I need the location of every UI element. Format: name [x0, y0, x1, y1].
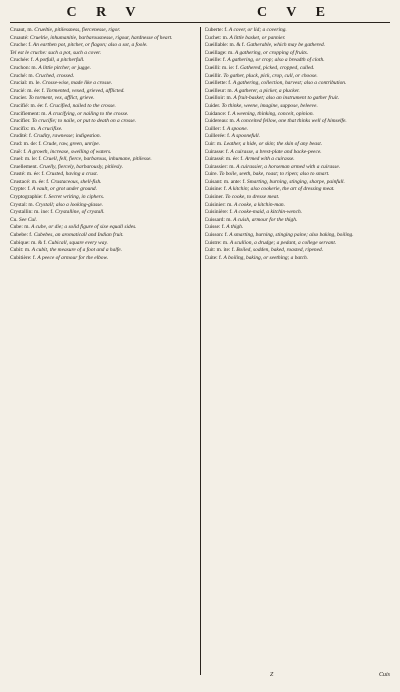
- dictionary-entry: [10, 42, 196, 49]
- entry-headword: Cuit: m. ite: f.: [204, 247, 235, 254]
- entry-headword: Cruchon: m.: [10, 64, 37, 71]
- entry-definition: Crustaceous, shell-fish.: [50, 178, 102, 185]
- entry-headword: Cueillir.: [204, 72, 223, 79]
- entry-definition: A fruit-basket; also an instrument to gather fruit.: [233, 95, 340, 102]
- dictionary-entry: [10, 73, 196, 80]
- entry-headword: Crucifier.: [10, 118, 31, 125]
- dictionary-entry: [205, 133, 391, 140]
- entry-headword: Cruaut, m.: [10, 27, 33, 33]
- entry-definition: A little basket, or pannier.: [229, 34, 286, 41]
- entry-definition: Crosse-wise, made like a crosse.: [42, 80, 113, 87]
- entry-headword: Cueilloir: m.: [204, 95, 233, 102]
- entry-definition: Cruched, crossed.: [35, 72, 75, 79]
- entry-headword: Cruché: m.: [10, 72, 34, 79]
- entry-headword: Cubit: m.: [10, 247, 31, 254]
- entry-definition: A cubit, the measure of a foot and a halfe.: [31, 247, 123, 254]
- dictionary-entry: [205, 255, 391, 262]
- entry-definition: A crucifying, or nailing to the crosse.: [48, 110, 129, 117]
- entry-definition: A conceited fellow, one that thinks well of himselfe.: [236, 118, 347, 125]
- entry-definition: See Cul.: [19, 216, 37, 223]
- entry-definition: Crudity, rawnesse; indigestion.: [33, 133, 101, 140]
- columns: [10, 27, 390, 675]
- entry-definition: A thigh.: [226, 224, 244, 231]
- entry-headword: Cuillerée: f.: [204, 133, 231, 140]
- dictionary-entry: [205, 126, 391, 133]
- entry-headword: Cubique: m. & f.: [10, 239, 47, 246]
- dictionary-entry: [10, 156, 196, 163]
- dictionary-entry: [205, 240, 391, 247]
- dictionary-entry: [205, 202, 391, 209]
- entry-definition: Crueltie, inhumanitie, barbarousnesse, rigour, hardnesse of heart.: [29, 34, 173, 41]
- entry-definition: To cooke, to dresse meat.: [225, 194, 280, 201]
- dictionary-entry: [205, 80, 391, 87]
- entry-definition: Crucified, nailed to the crosse.: [49, 102, 116, 109]
- entry-headword: Cuisinière: f.: [204, 209, 233, 216]
- entry-headword: Crypte: f.: [10, 186, 31, 193]
- dictionary-entry: [10, 126, 196, 133]
- dictionary-entry: [10, 35, 196, 42]
- entry-headword: Crucial: m. le.: [10, 80, 41, 87]
- entry-headword: Cuisiner.: [204, 194, 224, 201]
- dictionary-entry: [205, 164, 391, 171]
- entry-definition: Crude, raw, green, unripe.: [42, 140, 100, 147]
- entry-headword: Cuisant: m. ante: f.: [204, 178, 246, 185]
- entry-headword: Cruchée: f.: [10, 57, 34, 64]
- entry-definition: To gather, pluck, pick, crop, cull, or choose.: [223, 72, 318, 79]
- entry-headword: Crucié: m. ée: f.: [10, 87, 45, 94]
- dictionary-entry: [10, 88, 196, 95]
- entry-headword: Cuidereau: m.: [204, 118, 236, 125]
- entry-definition: A cube, or die; a solid figure of sixe equall sides.: [31, 224, 137, 231]
- entry-definition: A cuish, armour for the thigh.: [233, 216, 298, 223]
- header-left: C R V: [66, 5, 144, 20]
- entry-headword: Crucifiement: m.: [10, 110, 47, 117]
- entry-headword: Cuire.: [204, 171, 218, 178]
- entry-headword: Cuberte: f.: [204, 27, 228, 33]
- entry-definition: A crucifixe.: [37, 125, 63, 132]
- entry-definition: A gatherer, a picker, a plucker.: [234, 87, 300, 94]
- entry-headword: Cuisine: f.: [204, 186, 227, 193]
- entry-definition: Cruelly, fiercely, barbarously, pitilesly.: [39, 163, 123, 170]
- dictionary-entry: [10, 202, 196, 209]
- entry-definition: A cuirassier, a horseman armed with a cuirasse.: [236, 163, 341, 170]
- entry-definition: A potfull, a pitcherfull.: [35, 57, 85, 64]
- entry-definition: A spoone.: [226, 125, 248, 132]
- entry-headword: Cuirassier: m.: [204, 163, 235, 170]
- catchword: Cuis: [378, 672, 390, 678]
- dictionary-entry: [205, 35, 391, 42]
- entry-headword: Cueillette: f.: [204, 80, 232, 87]
- entry-definition: To torment, vex, afflict, grieve.: [28, 95, 95, 102]
- entry-headword: Cubitière: f.: [10, 254, 37, 261]
- dictionary-entry: [10, 57, 196, 64]
- dictionary-entry: [205, 149, 391, 156]
- entry-definition: A gathering, or crop; also a breadth of cloth.: [227, 57, 325, 64]
- dictionary-entry: [205, 186, 391, 193]
- entry-headword: Cuchet: m.: [204, 34, 229, 41]
- entry-headword: Crucifix: m.: [10, 125, 37, 132]
- entry-definition: Cruell, fell, fierce, barbarous, inhumane, pitilesse.: [42, 156, 152, 163]
- entry-headword: Cu.: [10, 216, 18, 223]
- entry-headword: Cuiller: f.: [204, 125, 226, 132]
- entry-definition: A smarting, burning, stinging paine; also baking, boiling.: [229, 232, 354, 239]
- entry-headword: Cubebe: f.: [10, 232, 33, 239]
- dictionary-entry: [10, 80, 196, 87]
- entry-headword: Cruë: f.: [10, 148, 27, 155]
- entry-headword: Crusté: m. ée: f.: [10, 171, 45, 178]
- entry-definition: Cubicall, square every way.: [48, 239, 108, 246]
- entry-definition: A weening, thinking, conceit, opinion.: [232, 110, 314, 117]
- entry-headword: Crudité: f.: [10, 133, 33, 140]
- dictionary-entry: [10, 186, 196, 193]
- entry-headword: Cuisinier: m.: [204, 201, 233, 208]
- dictionary-entry: [205, 247, 391, 254]
- entry-definition: A cooke-maid, a kitchin-wench.: [234, 209, 303, 216]
- dictionary-entry: [10, 209, 196, 216]
- entry-definition: Tel est le cruche: such a pot, such a cover.: [10, 49, 101, 56]
- entry-headword: Cruauté:: [10, 34, 29, 41]
- entry-headword: Crystal: m.: [10, 201, 34, 208]
- entry-definition: Crueltie, pitilessness, fiercenesse, rigor.: [34, 27, 121, 33]
- dictionary-entry: [10, 171, 196, 178]
- entry-definition: Cubebes, an aromaticall and Indian fruit.: [33, 232, 124, 239]
- dictionary-entry: [205, 156, 391, 163]
- entry-definition: Boiled, sodden, baked, roasted, ripened.: [236, 247, 324, 254]
- entry-definition: Armed with a cuirasse.: [244, 156, 295, 163]
- column-divider: [200, 27, 201, 675]
- right-column: [205, 27, 391, 675]
- dictionary-entry: [205, 194, 391, 201]
- entry-headword: Cruel: m. le: f.: [10, 156, 42, 163]
- entry-headword: Cuistre: m.: [204, 239, 229, 246]
- dictionary-entry: [10, 217, 196, 224]
- entry-definition: A spoonefull.: [231, 133, 260, 140]
- entry-headword: Cueille: f.: [204, 57, 227, 64]
- entry-headword: Cuite: f.: [204, 254, 223, 261]
- dictionary-entry: [205, 111, 391, 118]
- entry-definition: A kitchin; also cookerie, the art of dressing meat.: [228, 186, 335, 193]
- entry-headword: Cuidance: f.: [204, 110, 231, 117]
- entry-definition: A cooke, a kitchin-man.: [234, 201, 285, 208]
- signature-mark: Z: [270, 672, 274, 678]
- entry-definition: Tormented, vexed, grieved, afflicted.: [46, 87, 125, 94]
- entry-definition: A gathering, or cropping of fruits.: [234, 49, 309, 56]
- dictionary-entry: [10, 50, 196, 57]
- dictionary-entry: [10, 255, 196, 262]
- dictionary-entry: [10, 133, 196, 140]
- dictionary-entry: [205, 141, 391, 148]
- running-header: [10, 4, 390, 23]
- dictionary-entry: [10, 111, 196, 118]
- entry-headword: Cuir: m.: [204, 140, 223, 147]
- entry-definition: Secret writing, in ciphers.: [48, 194, 105, 201]
- entry-headword: Crucier.: [10, 95, 28, 102]
- dictionary-entry: [205, 179, 391, 186]
- entry-definition: An earthen pot, pitcher, or flagon; also a sot, a foole.: [32, 42, 148, 49]
- dictionary-entry: [205, 118, 391, 125]
- dictionary-entry: [10, 103, 196, 110]
- dictionary-entry: [205, 42, 391, 49]
- entry-headword: Cueilli: m. ie: f.: [204, 64, 239, 71]
- entry-headword: Cuirasse: f.: [204, 148, 230, 155]
- entry-headword: Crucifié: m. ée: f.: [10, 102, 49, 109]
- entry-definition: A peece of armour for the elbow.: [37, 254, 109, 261]
- entry-headword: Cruche: f.: [10, 42, 32, 49]
- entry-headword: Cube: m.: [10, 224, 30, 231]
- entry-headword: Cuider.: [204, 102, 221, 109]
- page-footer: [10, 672, 390, 682]
- entry-definition: Leather, a hide, or skin; the skin of any beast.: [223, 140, 323, 147]
- entry-definition: To crucifie; to naile, or put to death on a crosse.: [31, 118, 136, 125]
- dictionary-entry: [205, 88, 391, 95]
- dictionary-entry: [205, 171, 391, 178]
- left-column: [10, 27, 196, 675]
- dictionary-entry: [205, 57, 391, 64]
- entry-definition: Gathered, picked, cropped, culled.: [240, 64, 315, 71]
- entry-definition: To thinke, weene, imagine, suppose, beleeve.: [221, 102, 318, 109]
- entry-headword: Cryptographie: f.: [10, 194, 48, 201]
- dictionary-entry: [10, 95, 196, 102]
- entry-headword: Cruellement.: [10, 163, 38, 170]
- dictionary-entry: [10, 141, 196, 148]
- entry-headword: Cuissard: m.: [204, 216, 232, 223]
- entry-headword: Cueillable: m. & f.: [204, 42, 246, 49]
- entry-definition: A growth, increase, swelling of waters.: [27, 148, 112, 155]
- entry-definition: A scullion, a drudge; a pedant, a college servant.: [229, 239, 337, 246]
- entry-definition: Gatherable, which may be gathered.: [246, 42, 325, 49]
- dictionary-entry: [10, 149, 196, 156]
- header-right: C V E: [256, 5, 334, 20]
- dictionary-entry: [10, 164, 196, 171]
- entry-definition: To boile, seeth, bake, roast; to ripen; also to smart.: [219, 171, 330, 178]
- dictionary-entry: [10, 240, 196, 247]
- dictionary-entry: [205, 73, 391, 80]
- entry-headword: Cuirassé: m. ée: f.: [204, 156, 244, 163]
- entry-definition: A vault, or grot under ground.: [32, 186, 97, 193]
- entry-headword: Cueillage: m.: [204, 49, 234, 56]
- dictionary-entry: [205, 50, 391, 57]
- entry-definition: A boiling, baking, or seething; a batch.: [223, 254, 309, 261]
- entry-headword: Cuisson: f.: [204, 232, 228, 239]
- dictionary-entry: [205, 95, 391, 102]
- entry-headword: Cuisse: f.: [204, 224, 225, 231]
- entry-definition: Crystalline, of crystall.: [54, 209, 105, 216]
- dictionary-entry: [205, 217, 391, 224]
- entry-headword: Cueilleur: m.: [204, 87, 233, 94]
- dictionary-entry: [10, 65, 196, 72]
- dictionary-entry: [205, 103, 391, 110]
- dictionary-entry: [10, 224, 196, 231]
- entry-definition: A little pitcher, or jugge.: [38, 64, 91, 71]
- entry-headword: Crustacé: m. ée: f.: [10, 178, 50, 185]
- dictionary-entry: [10, 179, 196, 186]
- entry-headword: Crud: m. de: f.: [10, 140, 42, 147]
- dictionary-entry: [205, 232, 391, 239]
- dictionary-entry: [205, 209, 391, 216]
- entry-definition: Crystall; also a looking-glasse.: [35, 201, 104, 208]
- entry-definition: A cover, or lid; a covering.: [228, 27, 287, 33]
- dictionary-entry: [10, 247, 196, 254]
- dictionary-entry: [205, 65, 391, 72]
- entry-definition: A gathering, collection, harvest; also a contribution.: [232, 80, 347, 87]
- dictionary-entry: [10, 194, 196, 201]
- dictionary-entry: [10, 118, 196, 125]
- entry-definition: A cuirasse, a brest-plate and backe-peece.: [230, 148, 322, 155]
- dictionary-entry: [205, 224, 391, 231]
- dictionary-entry: [205, 27, 391, 34]
- entry-headword: Crystallin: m. ine: f.: [10, 209, 54, 216]
- dictionary-entry: [10, 27, 196, 34]
- dictionary-entry: [10, 232, 196, 239]
- entry-definition: Smarting, burning, stinging, sharpe, painfull.: [247, 178, 345, 185]
- entry-definition: Crusted, having a crust.: [45, 171, 98, 178]
